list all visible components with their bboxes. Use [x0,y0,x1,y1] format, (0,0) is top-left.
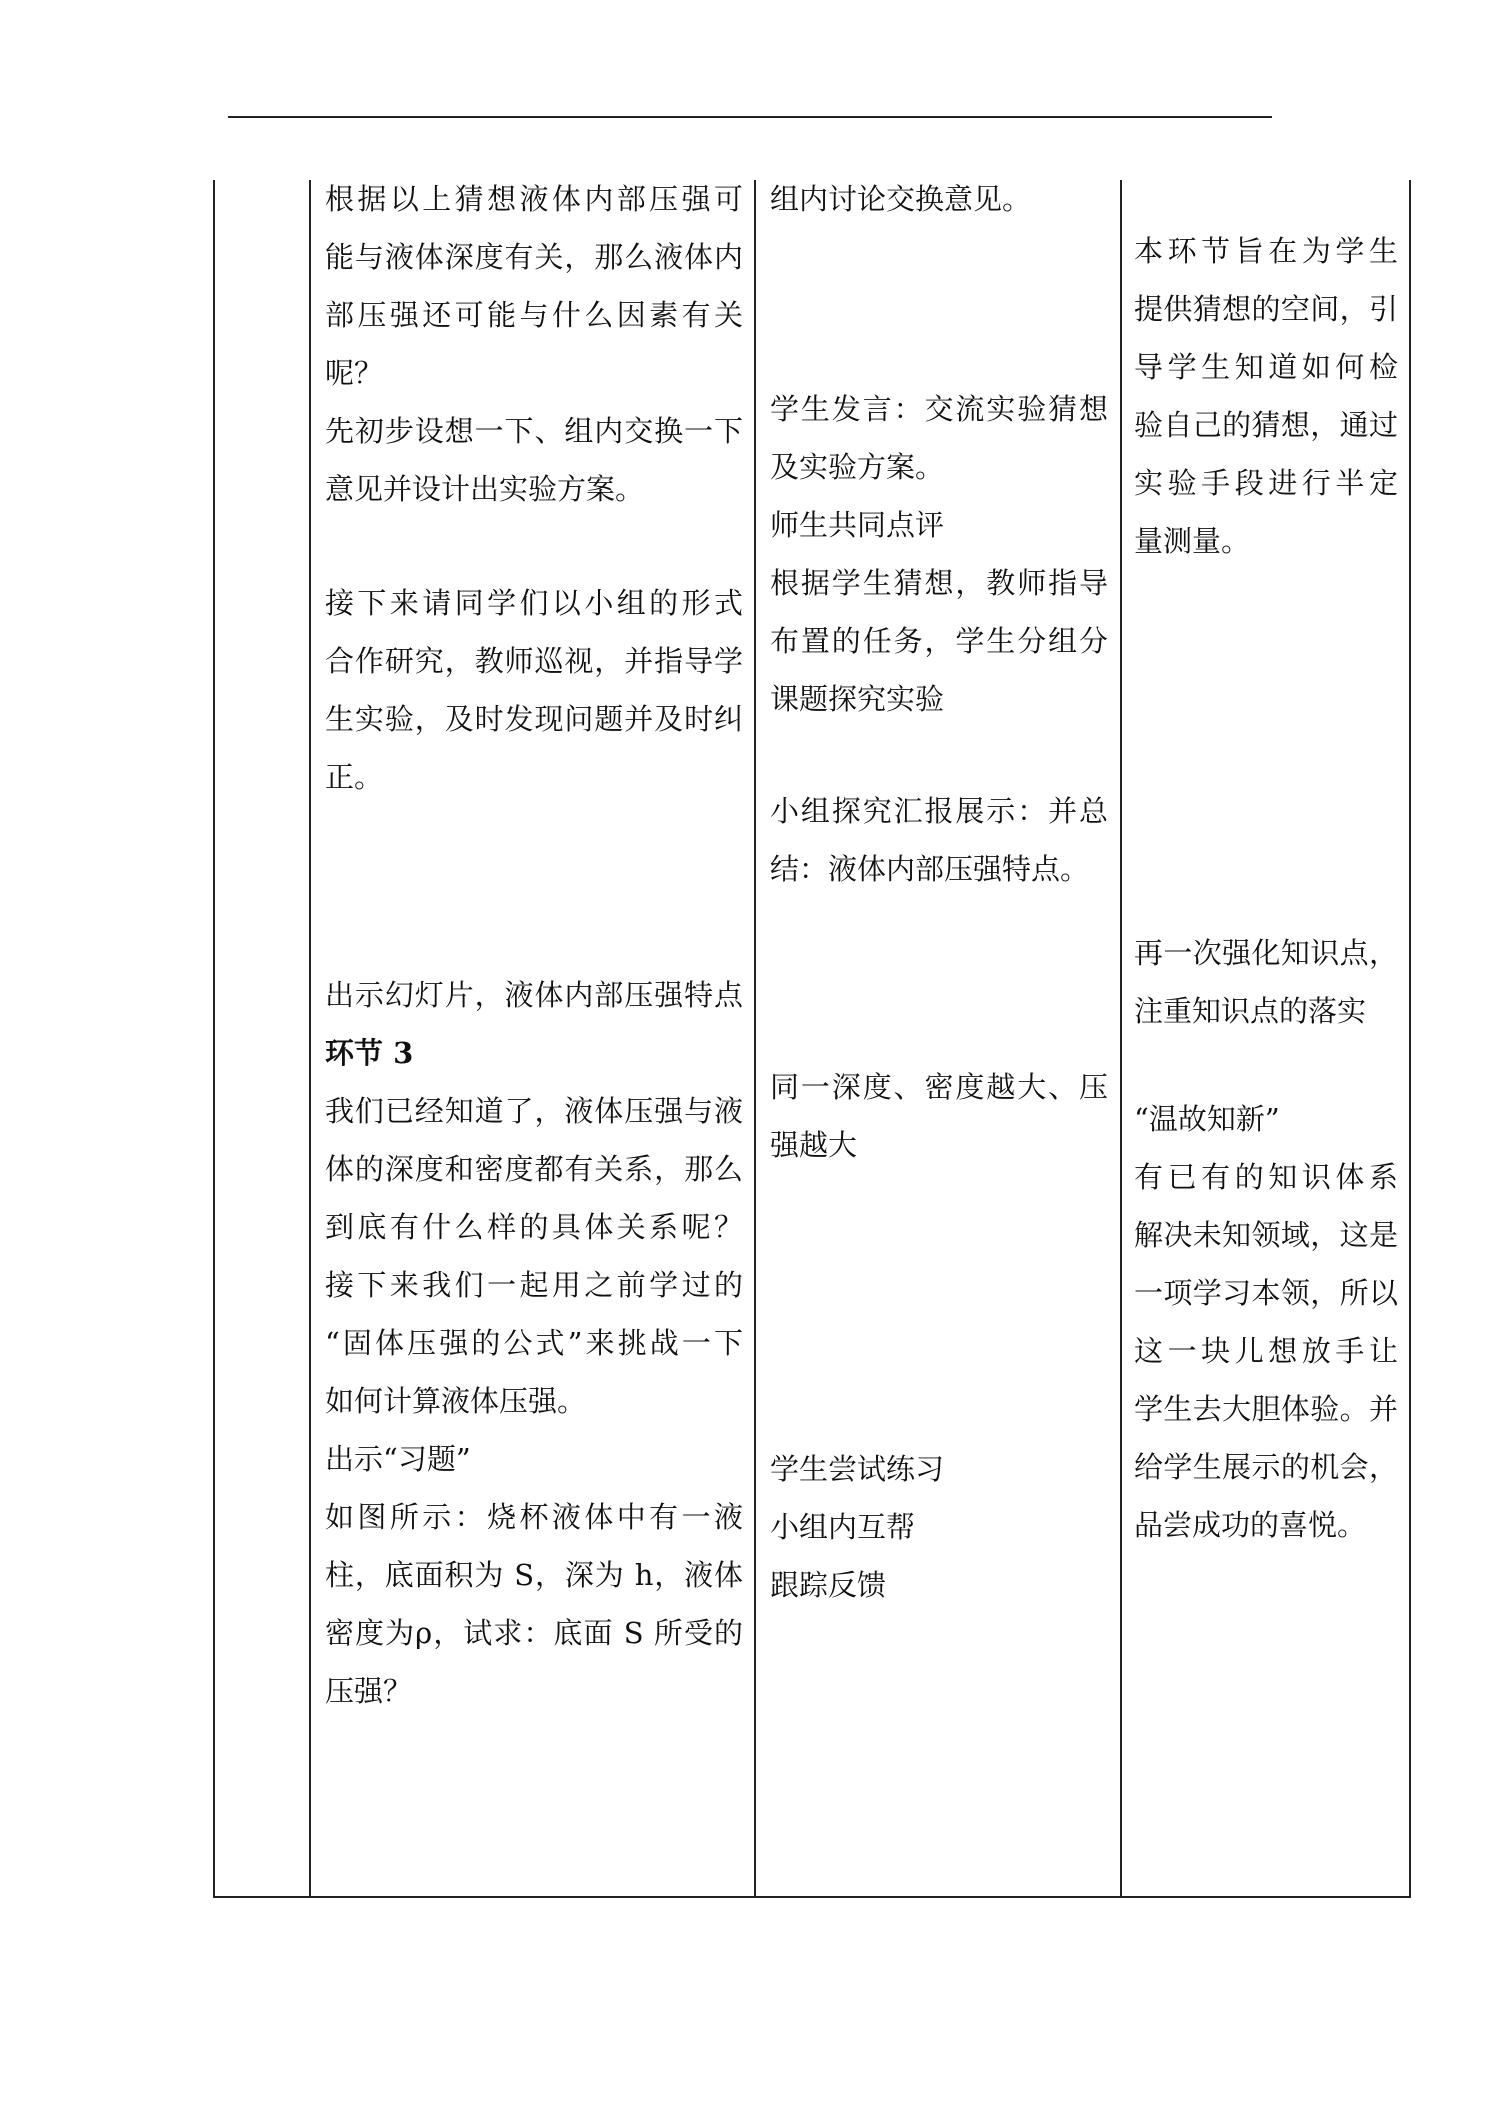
student-text-line: 布置的任务，学生分组分 [770,624,1108,658]
intent-text-line: 本环节旨在为学生 [1134,234,1398,268]
lesson-plan-table [213,180,1411,1898]
table-divider-1 [309,180,311,1898]
teacher-text-line: 合作研究，教师巡视，并指导学 [325,644,743,678]
teacher-text-line: 到底有什么样的具体关系呢？ [325,1210,743,1244]
section-heading: 环节 3 [325,1036,414,1070]
design-intent-cell [1134,180,1398,1890]
student-text-line: 跟踪反馈 [770,1568,887,1602]
teacher-text-line: 正。 [325,760,384,794]
student-text-line: 小组探究汇报展示：并总 [770,794,1108,828]
teacher-text-line: 柱，底面积为 S，深为 h，液体 [325,1558,743,1592]
intent-text-line: 品尝成功的喜悦。 [1134,1508,1367,1542]
table-border-left [213,180,215,1898]
intent-text-line: “温故知新” [1134,1102,1280,1136]
student-text-line: 及实验方案。 [770,450,945,484]
intent-text-line: 给学生展示的机会， [1134,1450,1398,1484]
teacher-text-line: 部压强还可能与什么因素有关 [325,298,743,332]
table-divider-2 [754,180,756,1898]
intent-text-line: 导学生知道如何检 [1134,350,1398,384]
teacher-text-line: 如图所示：烧杯液体中有一液 [325,1500,743,1534]
intent-text-line: 有已有的知识体系 [1134,1160,1398,1194]
teacher-text-line: 密度为ρ，试求：底面 S 所受的 [325,1616,743,1650]
teacher-text-line: 出示“习题” [325,1442,471,1476]
teacher-text-line: 能与液体深度有关，那么液体内 [325,240,743,274]
intent-text-line: 这一块儿想放手让 [1134,1334,1398,1368]
teacher-text-line: 根据以上猜想液体内部压强可 [325,182,743,216]
teacher-text-line: 压强？ [325,1674,413,1708]
teacher-text-line: 我们已经知道了，液体压强与液 [325,1094,743,1128]
student-text-line: 组内讨论交换意见。 [770,182,1032,216]
teacher-activity-cell [325,180,743,1890]
intent-text-line: 验自己的猜想，通过 [1134,408,1398,442]
teacher-text-line: 先初步设想一下、组内交换一下 [325,414,743,448]
teacher-text-line: 体的深度和密度都有关系，那么 [325,1152,743,1186]
intent-text-line: 一项学习本领，所以 [1134,1276,1398,1310]
student-text-line: 根据学生猜想，教师指导 [770,566,1108,600]
teacher-text-line: 接下来请同学们以小组的形式 [325,586,743,620]
student-text-line: 强越大 [770,1128,858,1162]
intent-text-line: 再一次强化知识点， [1134,936,1398,970]
intent-text-line: 提供猜想的空间，引 [1134,292,1398,326]
student-text-line: 学生发言：交流实验猜想 [770,392,1108,426]
header-rule [228,116,1272,118]
student-activity-cell [770,180,1108,1890]
intent-text-line: 实验手段进行半定 [1134,466,1398,500]
student-text-line: 师生共同点评 [770,508,945,542]
teacher-text-line: 意见并设计出实验方案。 [325,472,645,506]
intent-text-line: 注重知识点的落实 [1134,994,1367,1028]
table-border-bottom [213,1896,1411,1898]
teacher-text-line: 出示幻灯片，液体内部压强特点 [325,978,743,1012]
intent-text-line: 解决未知领域，这是 [1134,1218,1398,1252]
teacher-text-line: 生实验，及时发现问题并及时纠 [325,702,743,736]
teacher-text-line: 呢？ [325,356,384,390]
student-text-line: 同一深度、密度越大、压 [770,1070,1108,1104]
teacher-text-line: 接下来我们一起用之前学过的 [325,1268,743,1302]
intent-text-line: 学生去大胆体验。并 [1134,1392,1398,1426]
intent-text-line: 量测量。 [1134,524,1251,558]
student-text-line: 小组内互帮 [770,1510,916,1544]
teacher-text-line: “固体压强的公式”来挑战一下 [325,1326,743,1360]
table-divider-3 [1120,180,1122,1898]
student-text-line: 课题探究实验 [770,682,945,716]
student-text-line: 结：液体内部压强特点。 [770,852,1090,886]
table-border-right [1409,180,1411,1898]
teacher-text-line: 如何计算液体压强。 [325,1384,587,1418]
student-text-line: 学生尝试练习 [770,1452,945,1486]
